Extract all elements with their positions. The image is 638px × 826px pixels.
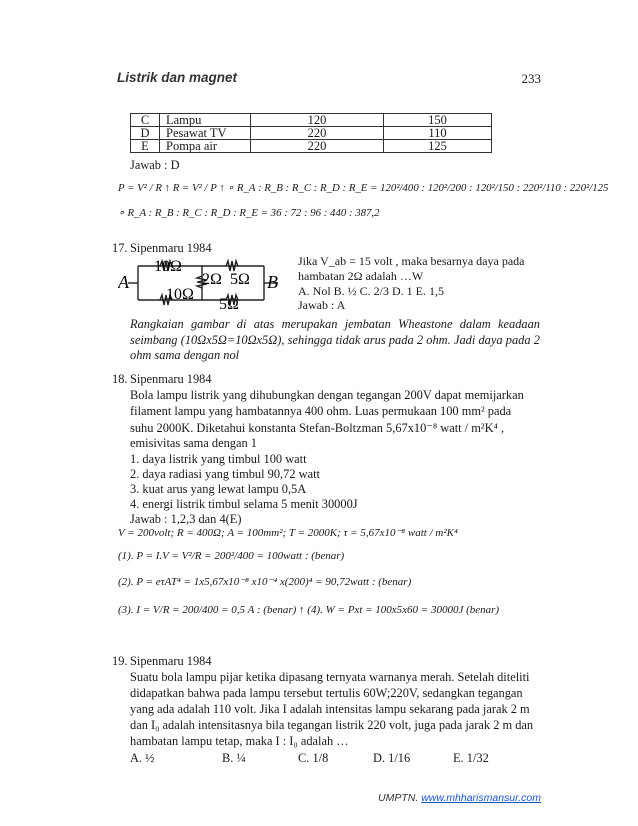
table-row bbox=[131, 114, 492, 127]
q18-item-1: 1. daya listrik yang timbul 100 watt bbox=[130, 452, 307, 466]
page-number: 233 bbox=[521, 71, 541, 86]
q18-item-2: 2. daya radiasi yang timbul 90,72 watt bbox=[130, 467, 320, 481]
table-cell: Lampu bbox=[160, 114, 251, 127]
q19-line1: Suatu bola lampu pijar ketika dipasang ternyata warnanya merah. Setelah diteliti bbox=[130, 670, 530, 684]
table-row bbox=[131, 127, 492, 140]
q18-calc-1: (1). P = I.V = V²/R = 200²/400 = 100watt : (benar) bbox=[118, 550, 345, 562]
table-row bbox=[131, 140, 492, 153]
q18-calc-2: (2). P = eτAT⁴ = 1x5,67x10⁻⁸ x10⁻⁴ x(200)⁴ = 90,72watt : (benar) bbox=[118, 576, 412, 588]
table-cell: Pesawat TV bbox=[160, 127, 251, 140]
page-header-title: Listrik dan magnet bbox=[117, 70, 238, 85]
table-cell: 220 bbox=[251, 140, 384, 153]
table-cell: C bbox=[131, 114, 160, 127]
q18-line4: emisivitas sama dengan 1 bbox=[130, 436, 257, 450]
resistor-2ohm-label: 2Ω bbox=[202, 271, 222, 288]
q19-option-d: D. 1/16 bbox=[373, 751, 411, 765]
q17-source: Sipenmaru 1984 bbox=[130, 241, 212, 255]
q19-line2: didapatkan bahwa pada lampu tersebut tertulis 60W;220V, sedangkan tegangan bbox=[130, 686, 523, 700]
q18-line3: suhu 2000K. Diketahui konstanta Stefan-Boltzman 5,67x10⁻⁸ watt / m²K⁴ , bbox=[130, 421, 505, 435]
table-cell: Pompa air bbox=[160, 140, 251, 153]
q18-calc-3: (3). I = V/R = 200/400 = 0,5 A : (benar) ↑ (4). W = Pxt = 100x5x60 = 30000J (benar) bbox=[118, 604, 500, 616]
footer-prefix: UMPTN. bbox=[378, 792, 422, 804]
q19-option-c: C. 1/8 bbox=[298, 751, 329, 765]
resistor-10ohm-top-label: 10Ω bbox=[154, 258, 182, 275]
q19-option-b: B. ¼ bbox=[222, 751, 246, 765]
q19-option-a: A. ½ bbox=[130, 751, 155, 765]
table-cell: 150 bbox=[384, 114, 492, 127]
q18-source: Sipenmaru 1984 bbox=[130, 372, 212, 386]
page-footer bbox=[378, 792, 541, 804]
q19-line5: hambatan lampu tetap, maka I : I₀ adalah … bbox=[130, 734, 349, 748]
appliance-table bbox=[130, 113, 492, 153]
node-b-label: B bbox=[267, 272, 278, 292]
q18-number: 18. bbox=[112, 372, 128, 386]
table-cell: E bbox=[131, 140, 160, 153]
resistor-5ohm-top-label: 5Ω bbox=[230, 271, 250, 288]
q16-answer: Jawab : D bbox=[130, 158, 180, 172]
wheatstone-circuit-diagram bbox=[118, 252, 288, 314]
q19-option-e: E. 1/32 bbox=[453, 751, 489, 765]
q18-item-4: 4. energi listrik timbul selama 5 menit 30000J bbox=[130, 497, 358, 511]
q17-number: 17. bbox=[112, 241, 128, 255]
q19-line4: dan I₀ adalah intensitasnya bila tegangan listrik 220 volt, juga pada jarak 2 m dan bbox=[130, 718, 534, 732]
node-a-label: A bbox=[118, 272, 129, 292]
q18-line2: filament lampu yang hambatannya 400 ohm. Luas permukaan 100 mm² pada bbox=[130, 404, 512, 418]
table-cell: 220 bbox=[251, 127, 384, 140]
q18-item-3: 3. kuat arus yang lewat lampu 0,5A bbox=[130, 482, 307, 496]
table-cell: 120 bbox=[251, 114, 384, 127]
q19-source: Sipenmaru 1984 bbox=[130, 654, 212, 668]
table-cell: D bbox=[131, 127, 160, 140]
q18-given: V = 200volt; R = 400Ω; A = 100mm²; T = 2000K; τ = 5,67x10⁻⁸ watt / m²K⁴ bbox=[118, 527, 458, 539]
table-cell: 110 bbox=[384, 127, 492, 140]
footer-website-link[interactable]: www.mhharismansur.com bbox=[421, 792, 541, 804]
q19-number: 19. bbox=[112, 654, 128, 668]
q17-options: A. Nol B. ½ C. 2/3 D. 1 E. 1,5 bbox=[298, 284, 445, 298]
q17-explanation: Rangkaian gambar di atas merupakan jembatan Wheastone dalam keadaan seimbang (10Ωx5Ω=10Ωx5Ω), sehingga tidak arus pada 2 ohm. Jadi daya pada 2 ohm sama dengan nol bbox=[130, 317, 540, 362]
q18-line1: Bola lampu listrik yang dihubungkan dengan tegangan 200V dapat memijarkan bbox=[130, 388, 524, 402]
q19-line3: yang ada adalah 110 volt. Jika I adalah intensitas lampu sekarang pada jarak 2 m bbox=[130, 702, 530, 716]
q17-answer: Jawab : A bbox=[298, 298, 346, 312]
resistor-10ohm-bottom-label: 10Ω bbox=[166, 286, 194, 303]
q17-text-line2: hambatan 2Ω adalah …W bbox=[298, 269, 424, 283]
q16-equation-2: ∘ R_A : R_B : R_C : R_D : R_E = 36 : 72 : 96 : 440 : 387,2 bbox=[118, 207, 380, 219]
q17-text-line1: Jika V_ab = 15 volt , maka besarnya daya pada bbox=[298, 254, 525, 268]
table-cell: 125 bbox=[384, 140, 492, 153]
q18-answer: Jawab : 1,2,3 dan 4(E) bbox=[130, 512, 242, 526]
q16-equation-1: P = V² / R ↑ R = V² / P ↑ ∘ R_A : R_B : R_C : R_D : R_E = 120²/400 : 120²/200 : 120²/150 : 220²/110 : 220²/125 bbox=[118, 182, 609, 194]
resistor-5ohm-bottom-label: 5Ω bbox=[219, 296, 239, 313]
